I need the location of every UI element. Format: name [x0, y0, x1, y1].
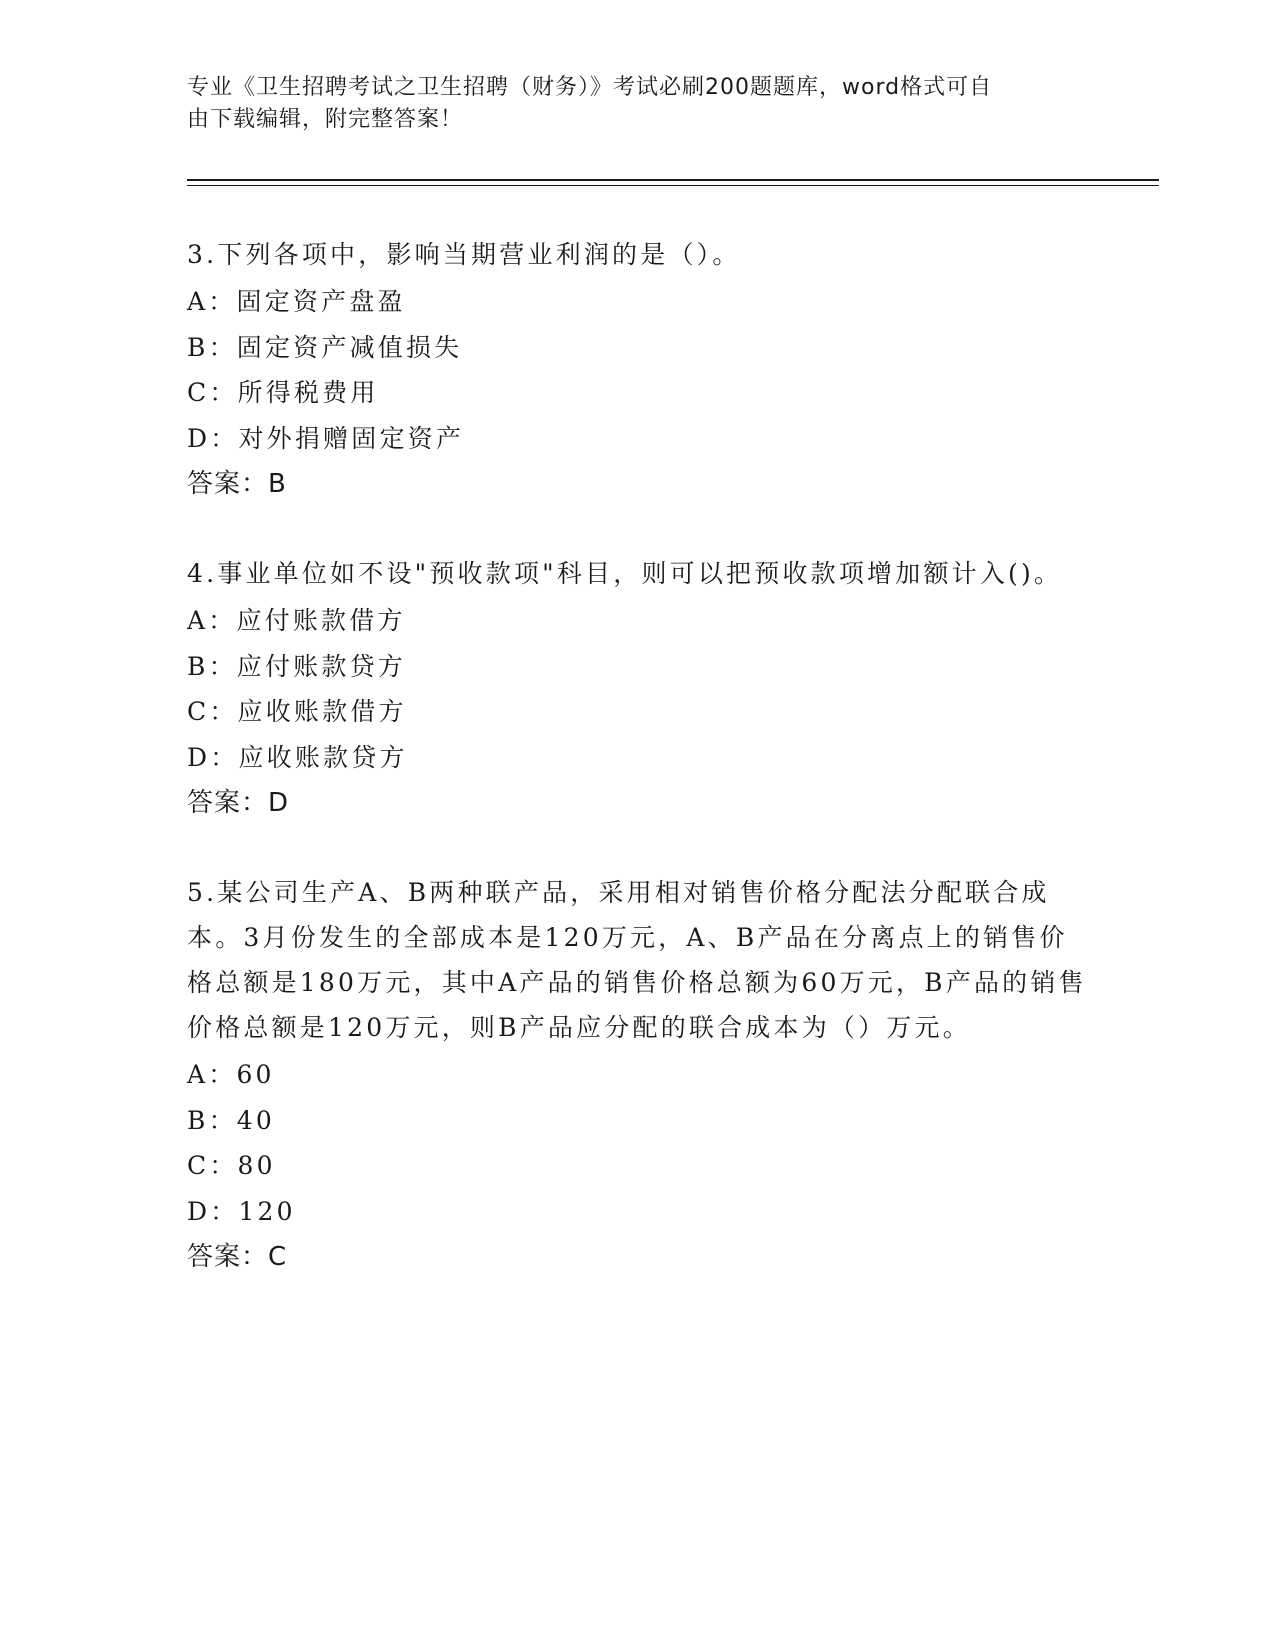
option-b: B：40: [187, 1105, 275, 1135]
header-divider-thin: [187, 185, 1159, 186]
answer-key: 答案：B: [187, 469, 287, 499]
question-list: [187, 232, 1087, 1324]
option-a: A：固定资产盘盈: [187, 287, 406, 316]
option-a: A：60: [187, 1060, 275, 1089]
answer-key: 答案：C: [187, 1242, 288, 1272]
option-b: B：应付账款贷方: [187, 651, 406, 681]
question-5: [187, 870, 1087, 1280]
question-3: [187, 232, 1087, 507]
option-d: D：120: [187, 1196, 296, 1226]
answer-key: 答案：D: [187, 788, 290, 818]
option-a: A：应付账款借方: [187, 606, 406, 635]
option-c: C：80: [187, 1151, 276, 1180]
question-stem: 3.下列各项中，影响当期营业利润的是（）。: [187, 240, 741, 269]
question-stem: 4.事业单位如不设"预收款项"科目，则可以把预收款项增加额计入()。: [187, 559, 1063, 588]
question-4: [187, 551, 1087, 826]
option-c: C：应收账款借方: [187, 697, 407, 726]
option-b: B：固定资产减值损失: [187, 332, 463, 362]
document-header: 专业《卫生招聘考试之卫生招聘（财务）》考试必刷200题题库，word格式可自 由下载编辑，附完整答案！: [187, 75, 993, 132]
question-stem: 5.某公司生产A、B两种联产品，采用相对销售价格分配法分配联合成本。3月份发生的全部成本是120万元，A、B产品在分离点上的销售价格总额是180万元，其中A产品的销售价格总额为60万元，B产品的销售价格总额是120万元，则B产品应分配的联合成本为（）万元。: [187, 878, 1087, 1042]
option-c: C：所得税费用: [187, 378, 379, 407]
option-d: D：对外捐赠固定资产: [187, 423, 465, 453]
option-d: D：应收账款贷方: [187, 742, 408, 772]
header-divider-thick: [187, 179, 1159, 181]
